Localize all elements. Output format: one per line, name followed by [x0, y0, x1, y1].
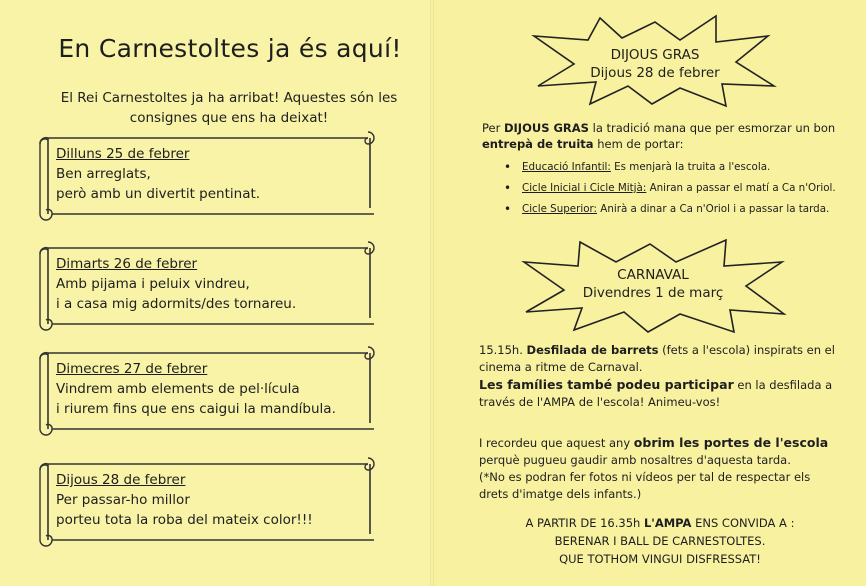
list-item: [490, 178, 860, 199]
list-item-text: Es menjarà la truita a l'escola.: [610, 161, 771, 173]
intro-line-1: El Rei Carnestoltes ja ha arribat! Aquestes són les: [60, 90, 398, 106]
dijous-gras-title: DIJOUS GRAS: [610, 47, 700, 63]
scroll-line-2: però amb un divertit pentinat.: [56, 186, 261, 202]
desfilada-bold-2: Les famílies també podeu participar: [479, 377, 734, 392]
scroll-line-2: i a casa mig adormits/des tornareu.: [56, 296, 297, 312]
dg-text-2: la tradició mana que per esmorzar un bon: [588, 121, 836, 135]
desfilada-text-2: en la desfilada a: [733, 378, 833, 392]
carnaval-title: CARNAVAL: [617, 267, 689, 283]
scroll-line-2: porteu tota la roba del mateix color!!!: [56, 512, 313, 528]
page-fold: [430, 0, 434, 586]
scroll-day: Dijous 28 de febrer: [56, 472, 186, 488]
portes-paragraph: [479, 434, 854, 503]
list-item-label: Cicle Superior:: [522, 203, 598, 215]
portes-bold-1: obrim les portes de l'escola: [633, 435, 829, 450]
list-item-text: Anirà a dinar a Ca n'Oriol i a passar la tarda.: [597, 203, 830, 215]
desfilada-time: 15.15h.: [479, 343, 527, 357]
scroll-line-1: Per passar-ho millor: [56, 492, 190, 508]
scroll-day: Dimecres 27 de febrer: [56, 361, 208, 377]
closing-line-3: QUE TOTHOM VINGUI DISFRESSAT!: [559, 552, 761, 566]
intro-line-2: consignes que ens ha deixat!: [129, 110, 329, 126]
dijous-gras-list: [490, 157, 860, 220]
dg-text-1: Per: [482, 121, 504, 135]
dg-bold-2: entrepà de truita: [482, 137, 594, 151]
scroll-day: Dimarts 26 de febrer: [56, 256, 198, 272]
portes-line-3: (*No es podran fer fotos ni vídeos per tal de respectar els: [479, 470, 811, 484]
desfilada-line-4: través de l'AMPA de l'escola! Animeu-vos!: [479, 395, 721, 409]
dijous-gras-heading: [570, 46, 740, 82]
carnaval-heading: [568, 266, 738, 302]
scroll-tuesday: [26, 240, 382, 332]
closing-text-1: A PARTIR DE 16.35h: [525, 516, 644, 530]
scroll-wednesday: [26, 345, 382, 437]
scroll-line-1: Vindrem amb elements de pel·lícula: [56, 381, 300, 397]
list-item: [490, 199, 860, 220]
dg-bold-1: DIJOUS GRAS: [503, 121, 589, 135]
dijous-gras-paragraph: [482, 120, 852, 152]
dijous-gras-date: Dijous 28 de febrer: [590, 65, 720, 81]
portes-text-1: I recordeu que aquest any: [479, 436, 634, 450]
desfilada-line-2: cinema a ritme de Carnaval.: [479, 360, 643, 374]
scroll-monday: [26, 130, 382, 222]
portes-line-2: perquè pugueu gaudir amb nosaltres d'aquesta tarda.: [479, 453, 791, 467]
page-title: En Carnestoltes ja és aquí!: [58, 34, 402, 63]
scroll-line-2: i riurem fins que ens caigui la mandíbula.: [56, 401, 336, 417]
list-item-label: Educació Infantil:: [522, 161, 611, 173]
scroll-day: Dilluns 25 de febrer: [56, 146, 190, 162]
closing-line-2: BERENAR I BALL DE CARNESTOLTES.: [554, 534, 766, 548]
portes-line-4: drets d'imatge dels infants.): [479, 487, 642, 501]
desfilada-bold-1: Desfilada de barrets: [526, 343, 659, 357]
desfilada-paragraph: [479, 342, 849, 411]
list-item: [490, 157, 860, 178]
intro-text: [40, 88, 418, 128]
closing-paragraph: [470, 514, 850, 568]
closing-bold-1: L'AMPA: [643, 516, 692, 530]
desfilada-text-1: (fets a l'escola) inspirats en el: [658, 343, 835, 357]
carnaval-date: Divendres 1 de març: [582, 285, 724, 301]
list-item-text: Aniran a passar el matí a Ca n'Oriol.: [646, 182, 836, 194]
dg-text-3: hem de portar:: [593, 137, 684, 151]
scroll-line-1: Amb pijama i peluix vindreu,: [56, 276, 250, 292]
scroll-thursday: [26, 456, 382, 548]
scroll-line-1: Ben arreglats,: [56, 166, 151, 182]
closing-text-2: ENS CONVIDA A :: [691, 516, 795, 530]
list-item-label: Cicle Inicial i Cicle Mitjà:: [522, 182, 647, 194]
